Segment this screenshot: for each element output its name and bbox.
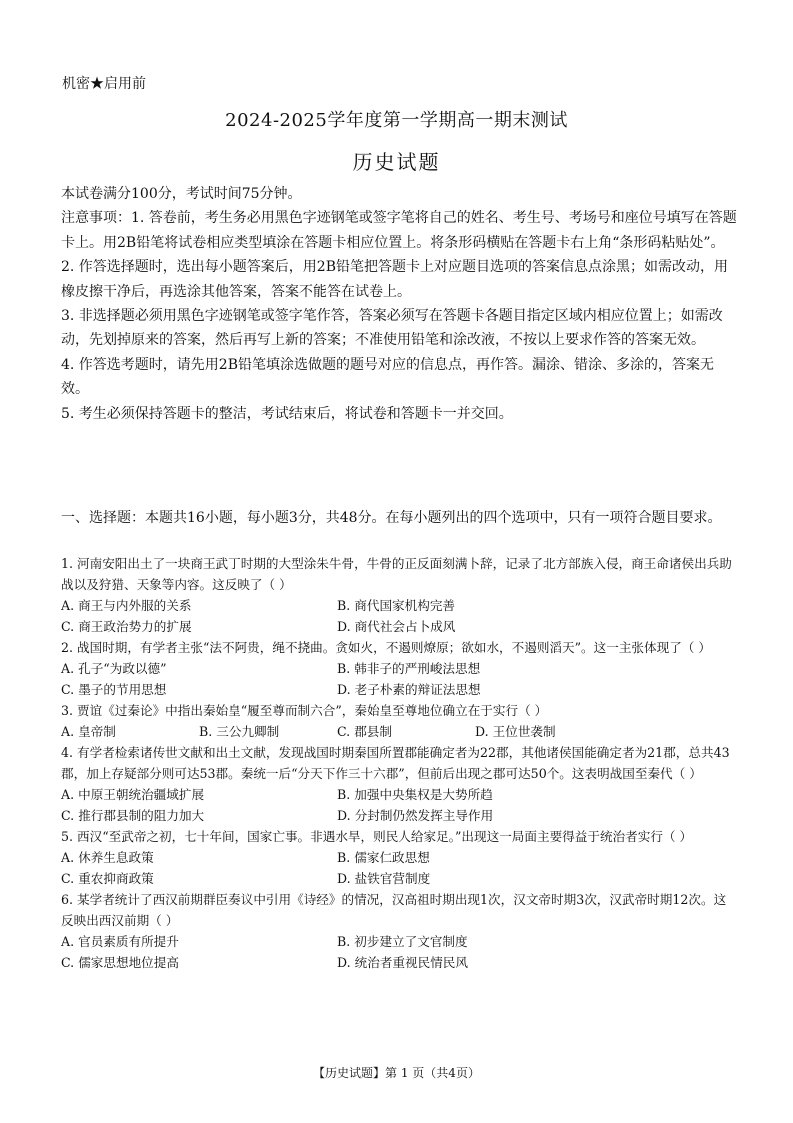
section-heading: 一、选择题：本题共16小题，每小题3分，共48分。在每小题列出的四个选项中，只有一项符合题目要求。	[61, 510, 722, 526]
option-b: B. 商代国家机构完善	[337, 598, 456, 613]
option-b: B. 儒家仁政思想	[337, 850, 430, 865]
option-a: A. 孔子“为政以德”	[61, 661, 167, 676]
options	[61, 847, 737, 889]
instructions	[61, 182, 737, 426]
question-stem: 6. 某学者统计了西汉前期群臣奏议中引用《诗经》的情况，汉高祖时期出现1次，汉文帝时期3次，汉武帝时期12次。这反映出西汉前期（ ）	[61, 892, 727, 928]
subject-title: 历史试题	[352, 150, 441, 174]
option-d: D. 盐铁官营制度	[337, 871, 431, 886]
option-c: C. 郡县制	[337, 724, 392, 739]
option-b: B. 加强中央集权是大势所趋	[337, 787, 493, 802]
question-list	[61, 553, 737, 973]
option-c: C. 墨子的节用思想	[61, 682, 167, 697]
option-c: C. 商王政治势力的扩展	[61, 619, 192, 634]
note-1: 注意事项：1. 答卷前，考生务必用黑色字迹钢笔或签字笔将自己的姓名、考生号、考场号和座位号填写在答题卡上。用2B铅笔将试卷相应类型填涂在答题卡相应位置上。将条形码横贴在答题卡右上角“条形码粘贴处”。	[61, 210, 737, 251]
confidential-mark: 机密★启用前	[62, 76, 146, 92]
options	[61, 658, 737, 700]
note-5: 5. 考生必须保持答题卡的整洁，考试结束后，将试卷和答题卡一并交回。	[61, 405, 513, 422]
intro-line: 本试卷满分100分，考试时间75分钟。	[61, 186, 302, 202]
options	[61, 931, 737, 973]
option-a: A. 皇帝制	[61, 724, 116, 739]
option-c: C. 推行郡县制的阻力加大	[61, 808, 205, 823]
option-a: A. 官员素质有所提升	[61, 934, 179, 949]
question-stem: 1. 河南安阳出土了一块商王武丁时期的大型涂朱牛骨，牛骨的正反面刻满卜辞，记录了北方部族入侵，商王命诸侯出兵助战以及狩猎、天象等内容。这反映了（ ）	[61, 556, 732, 592]
option-c: C. 重农抑商政策	[61, 871, 154, 886]
exam-title: 2024-2025学年度第一学期高一期末测试	[225, 110, 568, 131]
option-d: D. 分封制仍然发挥主导作用	[337, 808, 494, 823]
note-4: 4. 作答选考题时，请先用2B铅笔填涂选做题的题号对应的信息点，再作答。漏涂、错涂、多涂的，答案无效。	[61, 356, 715, 398]
note-3: 3. 非选择题必须用黑色字迹钢笔或签字笔作答，答案必须写在答题卡各题目指定区域内相应位置上；如需改动，先划掉原来的答案，然后再写上新的答案；不准使用铅笔和涂改液，不按以上要求作答的答案无效。	[61, 308, 723, 349]
question-stem: 2. 战国时期，有学者主张“法不阿贵，绳不挠曲。贪如火，不遏则燎原；欲如水，不遏则滔天”。这一主张体现了（ ）	[61, 640, 711, 655]
option-d: D. 老子朴素的辩证法思想	[337, 682, 481, 697]
question-1	[61, 553, 737, 637]
options	[61, 595, 737, 637]
question-3	[61, 700, 737, 742]
option-a: A. 中原王朝统治疆域扩展	[61, 787, 205, 802]
option-d: D. 王位世袭制	[475, 724, 556, 739]
question-6	[61, 889, 737, 973]
question-5	[61, 826, 737, 889]
options	[61, 721, 737, 742]
question-stem: 5. 西汉“至武帝之初，七十年间，国家亡事。非遇水旱，则民人给家足。”出现这一局面主要得益于统治者实行（ ）	[61, 829, 693, 844]
question-stem: 4. 有学者检索诸传世文献和出土文献，发现战国时期秦国所置郡能确定者为22郡，其他诸侯国能确定者为21郡，总共43郡，加上存疑部分则可达53郡。秦统一后“分天下作三十六郡”，但前后出现之郡可达50个。这表明战国至秦代（ ）	[61, 745, 730, 781]
option-b: B. 韩非子的严刑峻法思想	[337, 661, 481, 676]
note-2: 2. 作答选择题时，选出每小题答案后，用2B铅笔把答题卡上对应题目选项的答案信息点涂黑；如需改动，用橡皮擦干净后，再选涂其他答案，答案不能答在试卷上。	[61, 259, 729, 300]
question-2	[61, 637, 737, 700]
option-b: B. 三公九卿制	[199, 724, 280, 739]
page-footer: 【历史试题】第 1 页（共4页）	[313, 1066, 480, 1080]
option-c: C. 儒家思想地位提高	[61, 955, 179, 970]
option-a: A. 休养生息政策	[61, 850, 154, 865]
option-a: A. 商王与内外服的关系	[61, 598, 192, 613]
option-d: D. 商代社会占卜成风	[337, 619, 456, 634]
question-4	[61, 742, 737, 826]
option-b: B. 初步建立了文官制度	[337, 934, 468, 949]
option-d: D. 统治者重视民情民风	[337, 955, 468, 970]
options	[61, 784, 737, 826]
question-stem: 3. 贾谊《过秦论》中指出秦始皇“履至尊而制六合”，秦始皇至尊地位确立在于实行（ ）	[61, 703, 548, 718]
